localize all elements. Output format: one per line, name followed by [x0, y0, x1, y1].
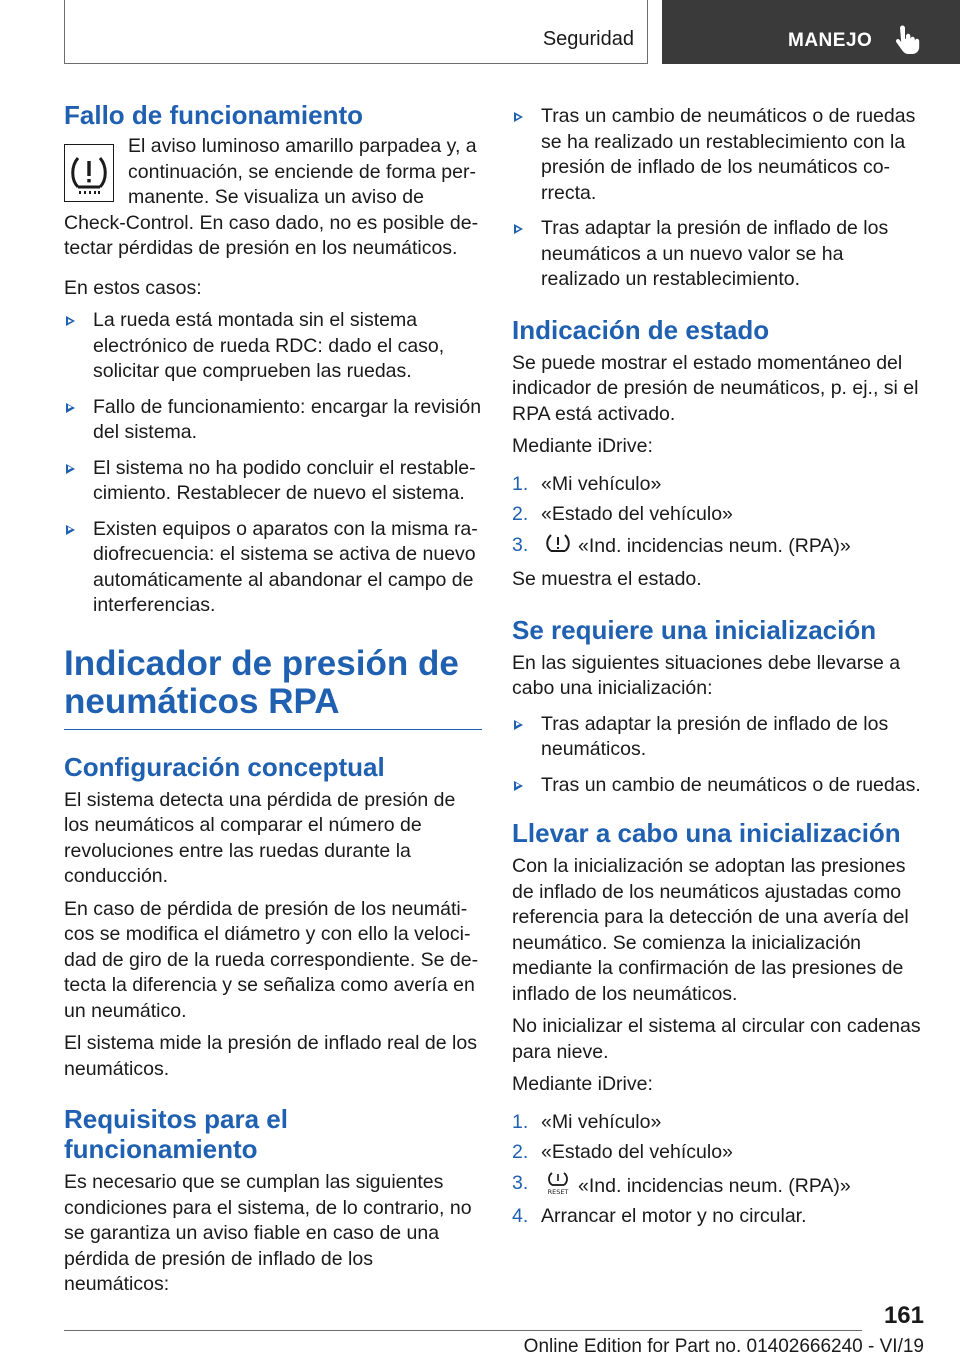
requisitos-heading: Requisitos para el funcionamiento — [64, 1104, 288, 1164]
list-item: La rueda está montada sin el sistema electrónico de rueda RDC: dado el caso, solicitar que comprueben las ruedas. — [64, 308, 482, 385]
list-item: Tras un cambio de neumáticos o de ruedas. — [512, 773, 926, 799]
triangle-bullet-icon — [514, 781, 523, 791]
list-item: Existen equipos o aparatos con la misma radiofrecuencia: el sistema se activa de nuevo automáticamente al abandonar el campo de interferencias. — [64, 517, 482, 619]
casos-list — [64, 308, 482, 619]
casos-intro: En estos casos: — [64, 276, 202, 299]
triangle-bullet-icon — [66, 525, 75, 535]
config-heading: Configuración conceptual — [64, 751, 385, 782]
estado-heading: Indicación de estado — [512, 314, 770, 345]
triangle-bullet-icon — [66, 403, 75, 413]
list-item: 1. «Mi vehículo» — [512, 472, 662, 495]
estado-paragraph-1: Se puede mostrar el estado momentáneo del indicador de presión de neumáticos, p. ej., si el RPA está activado. — [512, 351, 919, 425]
init-required-list — [512, 712, 926, 799]
rpa-heading: Indicador de presión de neumáticos RPA — [64, 645, 482, 730]
requisitos-paragraph: Es necesario que se cumplan las siguientes condiciones para el sistema, de lo contrario, no se garantiza un aviso fiable en caso de una pérdida de presión de inflado de los neumáticos: — [64, 1171, 472, 1295]
triangle-bullet-icon — [66, 464, 75, 474]
list-item: 2. «Estado del vehículo» — [512, 503, 733, 525]
init-required-heading: Se requiere una inicialización — [512, 614, 877, 645]
list-item: Fallo de funcionamiento: encargar la revisión del sistema. — [64, 395, 482, 446]
estado-steps — [512, 472, 926, 560]
triangle-bullet-icon — [514, 720, 523, 730]
header-chapter-label: MANEJO — [788, 30, 873, 51]
triangle-bullet-icon — [514, 224, 523, 234]
svg-text:RESET: RESET — [547, 1187, 569, 1195]
triangle-bullet-icon — [514, 112, 523, 122]
list-item: 3. RESET «Ind. incidencias neum. (RPA)» — [512, 1171, 851, 1197]
list-item: Tras adaptar la presión de inflado de los neumáticos. — [512, 712, 926, 763]
tire-pressure-warning-icon — [64, 144, 114, 202]
init-paragraph-2: No inicializar el sistema al circular con cadenas para nieve. — [512, 1015, 921, 1063]
init-heading: Llevar a cabo una inicialización — [512, 818, 901, 848]
right-column — [512, 104, 926, 1235]
list-item: 1. «Mi vehículo» — [512, 1110, 662, 1133]
config-paragraph-2: En caso de pérdida de presión de los neumáticos se modifica el diámetro y con ello la velocidad de giro de la rueda correspondiente. Se detecta la diferencia y se señaliza como avería en un neumático. — [64, 897, 479, 1022]
fallo-heading: Fallo de funcionamiento — [64, 100, 364, 130]
estado-paragraph-3: Se muestra el estado. — [512, 568, 702, 590]
fallo-text: El aviso luminoso amarillo parpadea y, a continuación, se enciende de forma permanente. Se visualiza un aviso de Check-Control. En caso dado, no es posible detectar pérdidas de presión en los neumáticos. — [64, 135, 479, 259]
config-paragraph-1: El sistema detecta una pérdida de presión de los neumáticos al comparar el número de revoluciones entre las ruedas durante la conducción. — [64, 788, 456, 887]
footer-edition: Online Edition for Part no. 01402666240 - VI/19 — [523, 1336, 924, 1357]
init-paragraph-1: Con la inicialización se adoptan las presiones de inflado de los neumáticos ajustadas como referencia para la detección de una avería del neumático. Se comienza la inicialización mediante la confirmación de las presiones de inflado de los neumáticos. — [512, 855, 909, 1005]
init-paragraph-3: Mediante iDrive: — [512, 1073, 653, 1095]
tire-warning-small-icon — [545, 533, 571, 555]
left-column — [64, 100, 482, 1305]
estado-paragraph-2: Mediante iDrive: — [512, 435, 653, 457]
list-item: El sistema no ha podido concluir el restablecimiento. Restablecer de nuevo el sistema. — [64, 456, 482, 507]
footer-divider — [64, 1330, 862, 1331]
init-steps — [512, 1110, 926, 1230]
requisitos-list — [512, 104, 926, 293]
triangle-bullet-icon — [66, 316, 75, 326]
list-item: 2. «Estado del vehículo» — [512, 1141, 733, 1163]
list-item: 4. Arrancar el motor y no circular. — [512, 1205, 807, 1227]
hand-pointer-icon — [892, 24, 922, 56]
list-item: Tras un cambio de neumáticos o de ruedas se ha realizado un restablecimiento con la presión de inflado de los neumáticos correcta. — [512, 104, 926, 206]
header-section-label: Seguridad — [542, 28, 634, 50]
list-item: Tras adaptar la presión de inflado de los neumáticos a un nuevo valor se ha realizado un restablecimiento. — [512, 216, 926, 293]
init-required-paragraph: En las siguientes situaciones debe llevarse a cabo una inicialización: — [512, 651, 901, 699]
tire-reset-icon — [545, 1171, 571, 1195]
list-item: 3. «Ind. incidencias neum. (RPA)» — [512, 533, 851, 557]
config-paragraph-3: El sistema mide la presión de inflado real de los neumáticos. — [64, 1032, 477, 1080]
page-number: 161 — [883, 1302, 924, 1329]
